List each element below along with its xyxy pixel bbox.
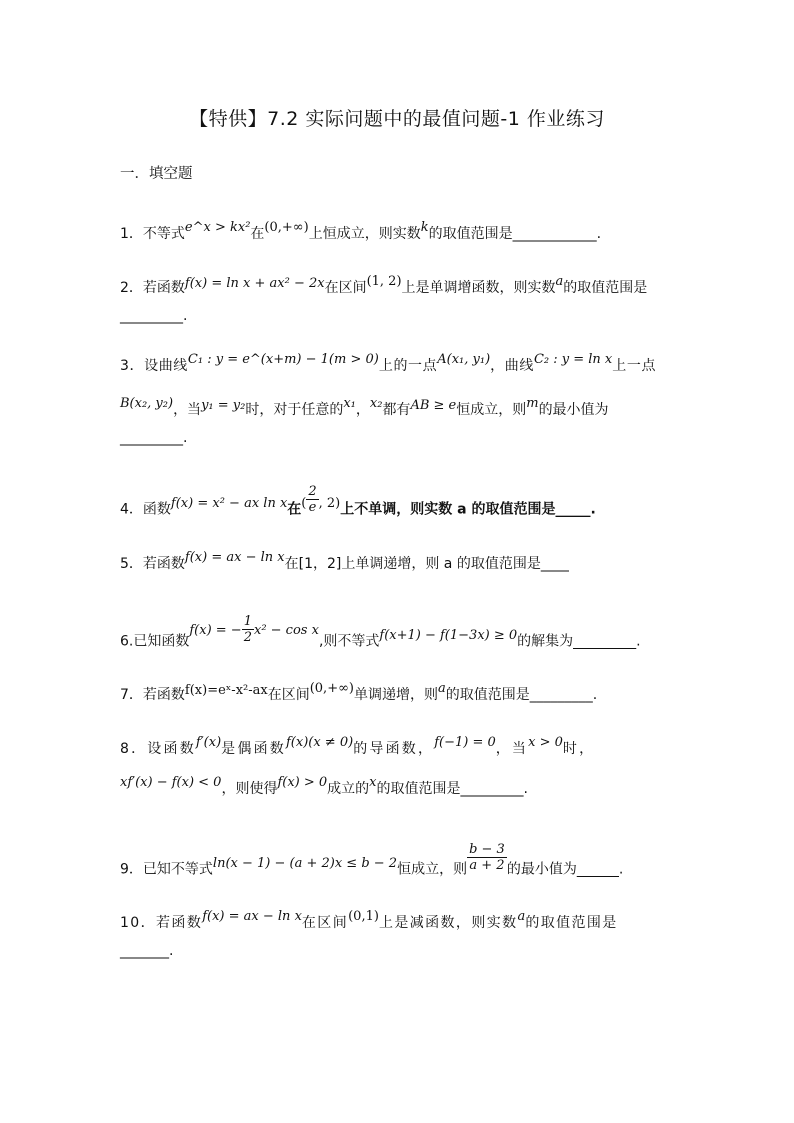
question-9 xyxy=(120,842,680,885)
question-8-line-2 xyxy=(120,775,680,801)
question-2 xyxy=(120,274,680,300)
q3-text-9: 的最小值为 xyxy=(538,402,609,418)
math-curve-c2: C₂ : y = ln x xyxy=(533,352,613,367)
math-inequality: f(x+1) − f(1−3x) ≥ 0 xyxy=(379,627,518,643)
math-fraction xyxy=(306,484,318,515)
q1-text-3: 的取值范围是____________. xyxy=(428,226,602,242)
question-10-blank xyxy=(120,940,680,962)
question-1-number: 1．不等式 xyxy=(120,226,185,242)
q10-text-3: 的取值范围是 xyxy=(525,915,618,931)
math-interval: (0,+∞) xyxy=(264,220,309,235)
question-5-number: 5．若函数 xyxy=(120,556,185,572)
fraction-numerator: 1 xyxy=(243,614,252,629)
question-3-number: 3．设曲线 xyxy=(120,358,188,374)
q8-text-6: 成立的 xyxy=(327,781,370,797)
math-variable: a xyxy=(438,681,446,696)
q4-text-2: 上不单调，则实数 a 的取值范围是_____. xyxy=(340,501,596,518)
math-function: f(x) = ln x + ax² − 2x xyxy=(184,276,325,291)
math-function: f(x) = ax − ln x xyxy=(184,550,285,565)
math-variable: k xyxy=(420,220,429,235)
question-6-number: 6.已知函数 xyxy=(120,633,190,650)
q6-text-1: ,则不等式 xyxy=(318,633,380,650)
q8-text-5: ，则使得 xyxy=(221,781,278,797)
fraction-denominator: a + 2 xyxy=(469,858,505,873)
q8-text-3: ，当 xyxy=(495,741,529,757)
math-function-rhs: x² − cos x xyxy=(253,622,319,638)
question-2-number: 2．若函数 xyxy=(120,280,185,296)
q3-text-7: 都有 xyxy=(382,402,411,418)
q9-text-1: 恒成立，则 xyxy=(397,861,468,878)
q7-text-2: 单调递增，则 xyxy=(354,687,438,703)
q1-text-2: 上恒成立，则实数 xyxy=(308,226,421,242)
q7-text-3: 的取值范围是_________. xyxy=(445,687,598,703)
math-inequality: AB ≥ e xyxy=(410,398,457,413)
q10-text-1: 在区间 xyxy=(301,915,349,931)
q8-text-1: 是偶函数 xyxy=(221,741,286,757)
q1-text-1: 在 xyxy=(250,226,265,242)
question-10 xyxy=(120,909,680,935)
q4-text-1: 在 xyxy=(287,501,302,518)
math-interval: (1, 2) xyxy=(366,274,402,289)
q8-text-4: 时， xyxy=(562,741,596,757)
question-1 xyxy=(120,220,680,246)
answer-blank: _________. xyxy=(120,308,188,324)
question-10-number: 10．若函数 xyxy=(120,915,203,931)
question-8-number: 8．设函数 xyxy=(120,741,196,757)
math-inequality: xf′(x) − f(x) < 0 xyxy=(120,775,222,790)
math-interval-open: ( xyxy=(301,495,307,511)
q3-text-6: ， xyxy=(355,402,370,418)
q3-text-4: ，当 xyxy=(173,402,202,418)
math-equation: y₁ = y₂ xyxy=(201,398,246,413)
question-7 xyxy=(120,681,680,707)
math-condition: f(−1) = 0 xyxy=(434,735,496,750)
math-inequality: f(x) > 0 xyxy=(277,775,328,790)
math-variable: m xyxy=(526,396,539,411)
math-function: f(x) = x² − ax ln x xyxy=(170,495,288,511)
fraction-numerator: b − 3 xyxy=(469,842,505,857)
q6-text-2: 的解集为_________. xyxy=(517,633,641,650)
math-variable: a xyxy=(555,274,564,289)
answer-blank: _______. xyxy=(120,943,174,959)
section-heading: 一．填空题 xyxy=(120,166,193,182)
math-inequality: x > 0 xyxy=(528,735,563,750)
q8-text-7: 的取值范围是_________. xyxy=(376,781,528,797)
math-variable: x xyxy=(369,775,377,790)
q3-text-3: 上一点 xyxy=(612,358,657,374)
math-curve-c1: C₁ : y = e^(x+m) − 1(m > 0) xyxy=(187,352,379,367)
q8-text-2: 的导函数， xyxy=(353,741,435,757)
math-inequality: e^x > kx² xyxy=(184,220,251,235)
q7-text-1: 在区间 xyxy=(267,687,310,703)
q3-text-5: 时，对于任意的 xyxy=(245,402,344,418)
math-variable: x₁ xyxy=(343,396,356,411)
math-fraction xyxy=(467,842,507,873)
fraction-denominator: e xyxy=(308,500,317,515)
question-5 xyxy=(120,550,680,576)
q3-text-1: 上的一点 xyxy=(378,358,438,374)
q3-text-8: 恒成立，则 xyxy=(456,402,527,418)
question-7-number: 7．若函数 xyxy=(120,687,185,703)
q5-text-1: 在[1，2]上单调递增，则 a 的取值范围是____ xyxy=(284,556,569,572)
math-point-b: B(x₂, y₂) xyxy=(120,396,174,411)
page-title: 【特供】7.2 实际问题中的最值问题-1 作业练习 xyxy=(189,108,605,130)
question-3-blank xyxy=(120,427,680,449)
math-variable: x₂ xyxy=(369,396,383,411)
math-interval-close: , 2) xyxy=(318,495,341,511)
question-3 xyxy=(120,352,680,378)
q2-text-2: 上是单调增函数，则实数 xyxy=(401,280,556,296)
question-4 xyxy=(120,484,680,525)
math-function: f(x)=eˣ-x²-ax xyxy=(184,683,268,698)
q3-text-2: ，曲线 xyxy=(490,358,534,374)
answer-blank: _________. xyxy=(120,430,188,446)
q10-text-2: 上是减函数，则实数 xyxy=(378,915,518,931)
math-point-a: A(x₁, y₁) xyxy=(437,352,491,367)
math-variable: a xyxy=(517,909,526,924)
question-9-number: 9．已知不等式 xyxy=(120,861,213,878)
math-function: f(x) = ax − ln x xyxy=(202,909,302,924)
math-function: f(x)(x ≠ 0) xyxy=(285,735,354,750)
question-8 xyxy=(120,735,680,761)
fraction-numerator: 2 xyxy=(308,484,317,499)
q2-text-3: 的取值范围是 xyxy=(563,280,648,296)
question-4-number: 4．函数 xyxy=(120,501,171,518)
question-2-blank xyxy=(120,305,680,327)
math-interval: (0,+∞) xyxy=(309,681,354,696)
fraction-denominator: 2 xyxy=(243,630,252,645)
math-inequality: ln(x − 1) − (a + 2)x ≤ b − 2 xyxy=(212,855,398,871)
q9-text-2: 的最小值为______. xyxy=(506,861,624,878)
math-fraction xyxy=(242,614,254,645)
question-3-line-2 xyxy=(120,396,680,422)
math-function-lhs: f(x) = − xyxy=(189,622,242,638)
math-derivative: f′(x) xyxy=(195,735,222,750)
math-interval: (0,1) xyxy=(348,909,379,924)
question-6 xyxy=(120,614,680,657)
q2-text-1: 在区间 xyxy=(324,280,367,296)
